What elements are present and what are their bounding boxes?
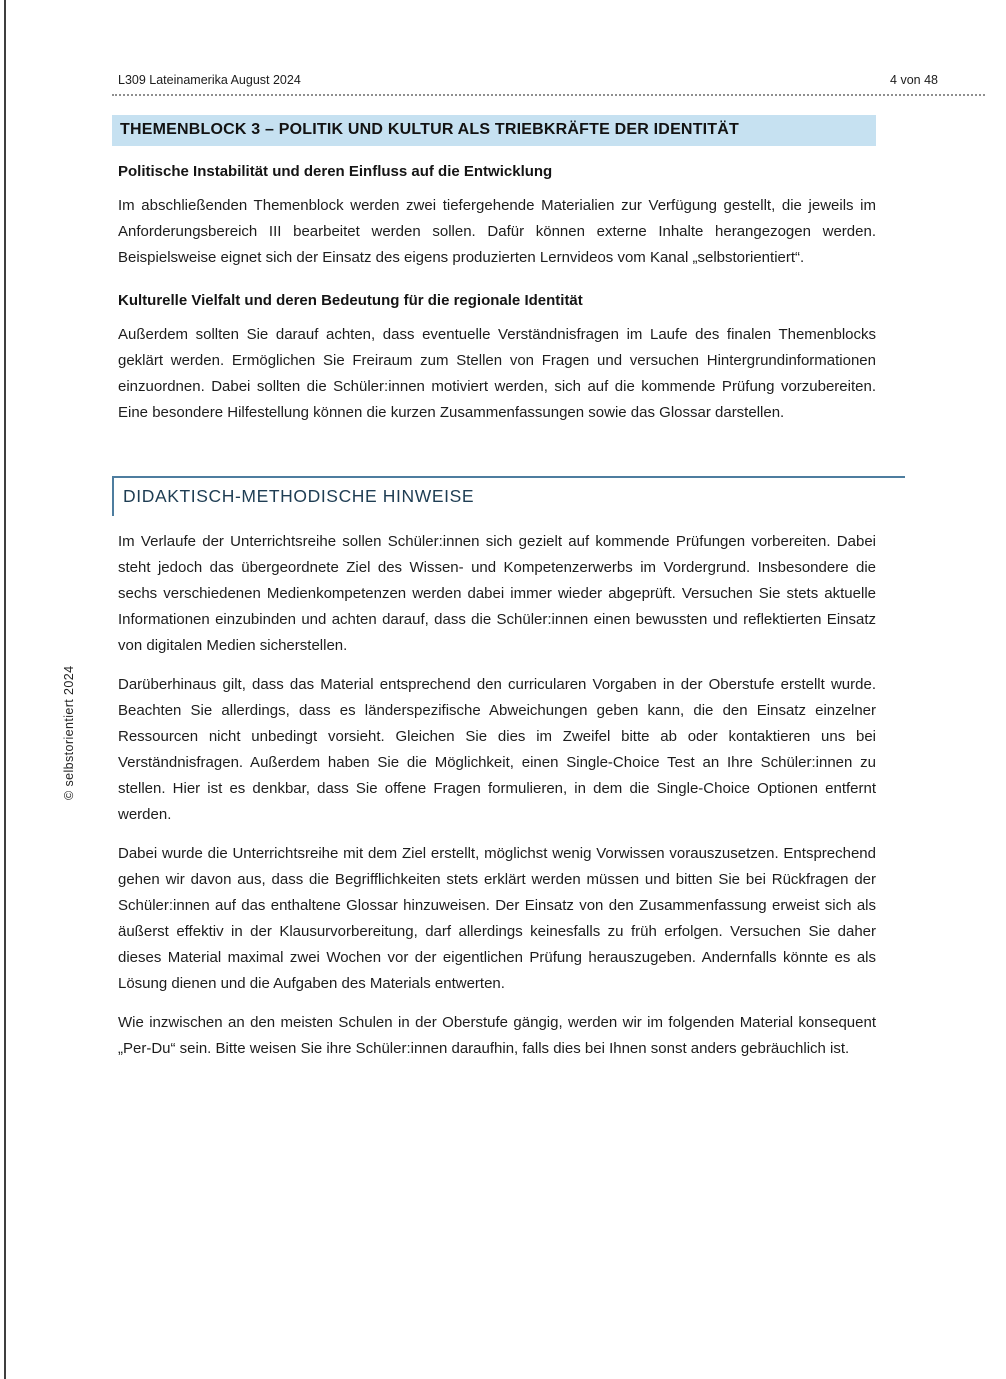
section-heading-kulturelle-vielfalt: Kulturelle Vielfalt und deren Bedeutung für die regionale Identität: [118, 292, 583, 309]
hinweise-title: DIDAKTISCH-METHODISCHE HINWEISE: [112, 478, 905, 516]
themenblock-title-bar: [112, 115, 876, 146]
document-body: [112, 163, 876, 1062]
hinweise-paragraph-4: Wie inzwischen an den meisten Schulen in der Oberstufe gängig, werden wir im folgenden Material konsequent „Per-Du“ sein. Bitte weisen Sie ihre Schüler:innen daraufhin, falls dies bei Ihnen sonst anders gebräuchlich ist.: [118, 1014, 876, 1057]
header-page-number: 4 von 48: [890, 73, 938, 87]
header-doc-id: L309 Lateinamerika August 2024: [118, 73, 301, 87]
themenblock-title: THEMENBLOCK 3 – POLITIK UND KULTUR ALS TRIEBKRÄFTE DER IDENTITÄT: [120, 121, 740, 138]
hinweise-paragraph-1: Im Verlaufe der Unterrichtsreihe sollen Schüler:innen sich gezielt auf kommende Prüfungen vorbereiten. Dabei steht jedoch das übergeordnete Ziel des Wissen- und Kompetenzerwerbs im Vordergrund. Insbesondere die sechs verschiedenen Medienkompetenzen werden dabei immer wieder abgeprüft. Versuchen Sie stets aktuelle Informationen einzubinden und achten darauf, dass die Schüler:innen einen bewussten und reflektierten Einsatz von digitalen Medien sicherstellen.: [118, 533, 876, 654]
paragraph-kulturelle-vielfalt: Außerdem sollten Sie darauf achten, dass eventuelle Verständnisfragen im Laufe des finalen Themenblocks geklärt werden. Ermöglichen Sie Freiraum zum Stellen von Fragen und versuchen Hintergrundinformationen einzuordnen. Dabei sollten die Schüler:innen motiviert werden, sich auf die kommende Prüfung vorzubereiten. Eine besondere Hilfestellung können die kurzen Zusammenfassungen sowie das Glossar darstellen.: [118, 326, 876, 421]
paragraph-politische-instabilitaet: Im abschließenden Themenblock werden zwei tiefergehende Materialien zur Verfügung gestellt, die jeweils im Anforderungsbereich III bearbeitet werden sollen. Dafür können externe Inhalte herangezogen werden. Beispielsweise eignet sich der Einsatz des eigens produzierten Lernvideos vom Kanal „selbstorientiert“.: [118, 197, 876, 266]
hinweise-paragraph-3: Dabei wurde die Unterrichtsreihe mit dem Ziel erstellt, möglichst wenig Vorwissen vorauszusetzen. Entsprechend gehen wir davon aus, dass die Begrifflichkeiten stets erklärt werden müssen und bitten Sie bei Rückfragen der Schüler:innen auf das enthaltene Glossar hinzuweisen. Der Einsatz von den Zusammenfassung erweist sich als äußerst effektiv in der Klausurvorbereitung, darf allerdings keinesfalls zu früh erfolgen. Versuchen Sie daher dieses Material maximal zwei Wochen vor der eigentlichen Prüfung herauszugeben. Andernfalls könnte es als Lösung dienen und die Aufgaben des Materials entwerten.: [118, 845, 876, 992]
page-left-border: [4, 0, 6, 1379]
hinweise-heading-box: [112, 476, 905, 516]
hinweise-paragraph-2: Darüberhinaus gilt, dass das Material entsprechend den curricularen Vorgaben in der Oberstufe erstellt wurde. Beachten Sie allerdings, dass es länderspezifische Abweichungen geben kann, die den Einsatz einzelner Ressourcen nicht unbedingt vorsieht. Gleichen Sie dies im Zweifel bitte ab oder kontaktieren uns bei Verständnisfragen. Außerdem haben Sie die Möglichkeit, einen Single-Choice Test an Ihre Schüler:innen zu stellen. Hier ist es denkbar, dass Sie offene Fragen formulieren, in dem die Single-Choice Optionen entfernt werden.: [118, 676, 876, 823]
copyright-vertical-text: © selbstorientiert 2024: [62, 665, 76, 800]
page-header: [118, 73, 938, 87]
header-divider-dotted: [112, 94, 985, 96]
section-heading-politische-instabilitaet: Politische Instabilität und deren Einfluss auf die Entwicklung: [118, 163, 553, 180]
